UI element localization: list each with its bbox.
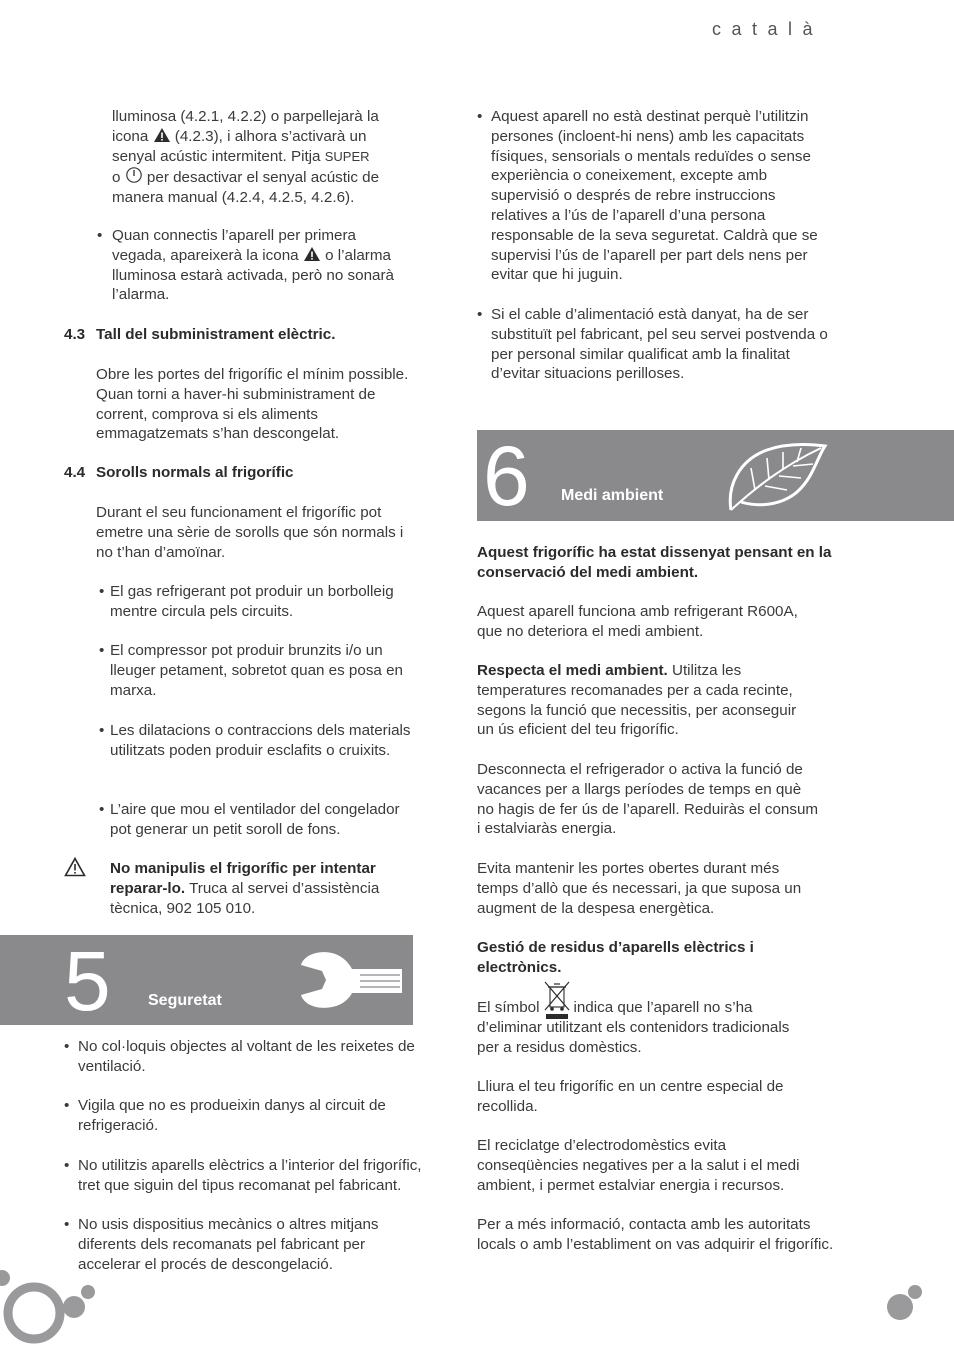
text-line: Quan connectis l’aparell per primera <box>112 227 356 244</box>
list-item-text: Aquest aparell no està destinat perquè l’utilitzin persones (incloent-hi nens) amb les capacitats físiques, sensorials o mentals reduïdes o sense experiència o coneixement, excepte amb supervisió o després de rebre instruccions relatives a l’ús de l’aparell d’una persona responsable de la seva seguretat. Caldrà que se supervisi l’ús de l’aparell per part dels nens per evitar que hi juguin. <box>491 108 818 284</box>
text-line: lluminosa (4.2.1, 4.2.2) o parpellejarà la <box>112 108 379 125</box>
section-body: Obre les portes del frigorífic el mínim possible. Quan torni a haver-hi subministrament de corrent, comprova si els aliments emmagatzemats s’han descongelat. <box>96 366 409 443</box>
list-item-text: Les dilatacions o contraccions dels materials utilitzats poden produir esclafits o cruixits. <box>110 722 411 759</box>
paragraph: Per a més informació, contacta amb les autoritats locals o amb l’establiment on vas adquirir el frigorífic. <box>477 1216 834 1253</box>
section-body: Durant el seu funcionament el frigorífic pot emetre una sèrie de sorolls que són normals i no t’han d’amoïnar. <box>96 504 404 561</box>
list-item-text: L’aire que mou el ventilador del congelador pot generar un petit soroll de fons. <box>110 801 400 838</box>
text-line <box>112 147 412 167</box>
bullet-dot: • <box>64 1097 70 1114</box>
paragraph: Aquest aparell funciona amb refrigerant R600A, que no deteriora el medi ambient. <box>477 603 798 640</box>
paragraph: Evita mantenir les portes obertes durant més temps d’allò que és necessari, ja que suposa un augment de la despesa energètica. <box>477 860 802 917</box>
paragraph-bold: Respecta el medi ambient. <box>477 662 668 679</box>
text-span: El símbol <box>477 999 540 1016</box>
section-title: Sorolls normals al frigorífic <box>96 464 294 481</box>
text-line <box>112 166 412 188</box>
list-item-text: Vigila que no es produeixin danys al circuit de refrigeració. <box>78 1097 386 1134</box>
list-item <box>99 800 415 840</box>
list-item <box>99 641 404 700</box>
language-label: català <box>712 19 824 39</box>
list-item <box>99 582 411 622</box>
text-line: l’alarma. <box>112 286 170 304</box>
section-6-intro: Aquest frigorífic ha estat dissenyat pensant en la conservació del medi ambient. <box>477 544 832 581</box>
list-item <box>97 226 417 305</box>
section-4-4-heading <box>64 463 85 483</box>
text-line <box>477 998 837 1018</box>
list-item <box>64 1156 436 1196</box>
warning-text <box>110 859 410 918</box>
leaf-icon <box>725 438 829 514</box>
list-item-text: No col·loquis objectes al voltant de les reixetes de ventilació. <box>78 1038 415 1075</box>
text-span: (4.2.3), i alhora s’activarà un <box>174 127 367 145</box>
text-span: o l’alarma <box>325 246 391 264</box>
bullet-dot: • <box>477 108 483 125</box>
wrench-icon <box>296 947 406 1013</box>
bullet-dot: • <box>97 227 103 244</box>
weee-paragraph <box>477 998 837 1057</box>
decorative-circles-right <box>884 1283 928 1323</box>
text-line <box>112 127 412 147</box>
decorative-circles-left <box>0 1264 100 1354</box>
section-5-banner <box>0 934 413 1028</box>
text-span: vegada, apareixerà la icona <box>112 246 299 264</box>
section-number: 5 <box>64 934 111 1028</box>
list-item-text: Si el cable d’alimentació està danyat, ha de ser substituït pel fabricant, pel seu servei postvenda o per personal similar qualificat amb la finalitat d’evitar situacions perilloses. <box>491 306 828 383</box>
bullet-dot: • <box>64 1157 70 1174</box>
section-number: 4.3 <box>64 326 86 343</box>
text-span: per desactivar el senyal acústic de <box>146 169 380 187</box>
section-number: 4.4 <box>64 464 86 481</box>
section-title: Tall del subministrament elèctric. <box>96 326 336 343</box>
bullet-dot: • <box>99 722 105 739</box>
crossed-bin-icon <box>543 980 571 1020</box>
bullet-dot: • <box>99 801 105 818</box>
warning-icon <box>303 246 321 262</box>
list-item <box>477 305 829 384</box>
warning-rest: Truca al servei d’assistència tècnica, 902 105 010. <box>110 879 380 917</box>
text-line: lluminosa estarà activada, però no sonarà <box>112 266 394 284</box>
list-item-text: No usis dispositius mecànics o altres mitjans diferents dels recomanats pel fabricant per accelerar el procés de descongelació. <box>78 1216 379 1273</box>
text-span: o <box>112 169 121 187</box>
paragraph: Lliura el teu frigorífic en un centre especial de recollida. <box>477 1078 784 1115</box>
section-6-banner <box>477 430 954 521</box>
warning-icon <box>64 857 86 877</box>
bullet-dot: • <box>64 1216 70 1233</box>
list-item <box>64 1096 409 1136</box>
paragraph <box>477 661 817 740</box>
bullet-dot: • <box>99 642 105 659</box>
super-key-label: SUPER <box>324 148 370 164</box>
alarm-continuation <box>112 107 412 208</box>
warning-icon <box>153 127 171 143</box>
bullet-dot: • <box>477 306 483 323</box>
list-item <box>64 1037 434 1077</box>
bullet-dot: • <box>99 583 105 600</box>
section-number: 6 <box>483 429 530 523</box>
text-span: icona <box>112 127 149 145</box>
list-item-text: El gas refrigerant pot produir un borbolleig mentre circula pels circuits. <box>110 583 394 620</box>
list-item <box>99 721 415 761</box>
section-title: Medi ambient <box>561 487 664 504</box>
text-line: d’eliminar utilitzant els contenidors tradicionals per a residus domèstics. <box>477 1018 790 1056</box>
list-item-text: No utilitzis aparells elèctrics a l’interior del frigorífic, tret que siguin del tipus recomanat pel fabricant. <box>78 1157 422 1194</box>
list-item <box>64 1215 404 1274</box>
section-4-3-heading <box>64 325 85 345</box>
list-item <box>477 107 827 285</box>
section-title: Seguretat <box>148 992 222 1009</box>
paragraph: El reciclatge d’electrodomèstics evita conseqüències negatives per a la salut i el medi ambient, i permet estalviar energia i recursos. <box>477 1137 800 1194</box>
power-icon <box>125 166 143 184</box>
warning-bold: No manipulis el frigorífic per intentar reparar-lo. <box>110 860 376 897</box>
list-item-text: El compressor pot produir brunzits i/o un lleuger petament, sobretot quan es posa en marxa. <box>110 642 403 699</box>
paragraph: Desconnecta el refrigerador o activa la funció de vacances per a llargs períodes de temps en què no hagis de fer ús de l’aparell. Reduiràs el consum i estalviaràs energia. <box>477 761 819 838</box>
text-line <box>112 246 417 266</box>
text-span: indica que l’aparell no s’ha <box>573 999 753 1016</box>
weee-title: Gestió de residus d’aparells elèctrics i electrònics. <box>477 939 754 976</box>
text-span: senyal acústic intermitent. Pitja <box>112 147 321 165</box>
paragraph-rest: Utilitza les temperatures recomanades per a cada recinte, segons la funció que necessitis, per aconseguir un ús eficient del teu frigorífic. <box>477 662 797 739</box>
text-line: manera manual (4.2.4, 4.2.5, 4.2.6). <box>112 189 355 207</box>
list-item-text <box>112 226 417 305</box>
bullet-dot: • <box>64 1038 70 1055</box>
